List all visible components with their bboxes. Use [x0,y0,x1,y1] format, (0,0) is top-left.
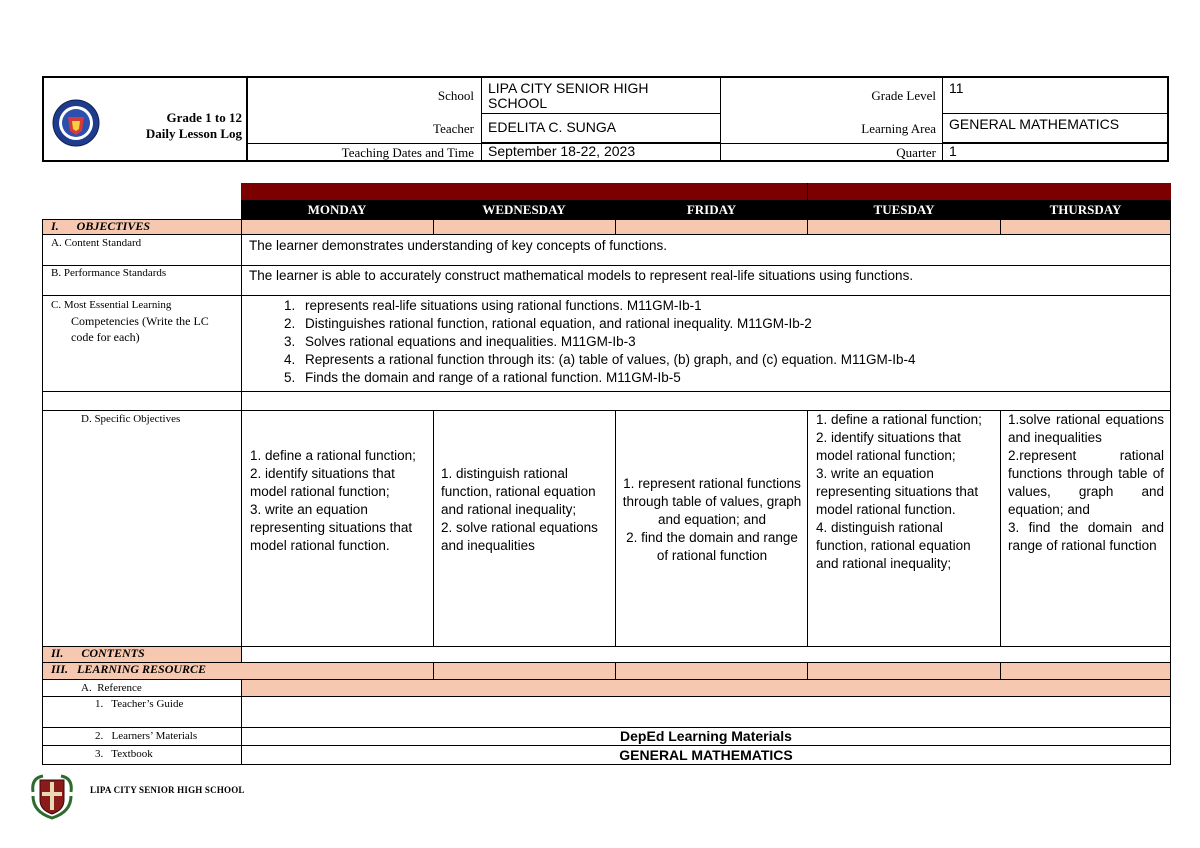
school-label: School [437,88,474,103]
lr-col4 [807,663,808,679]
contents-heading: II. CONTENTS [51,646,145,660]
teacher-value: EDELITA C. SUNGA [481,113,721,143]
spec-col2 [433,410,434,646]
content-standard-label: A. Content Standard [51,237,142,249]
melc-label-line3: code for each) [71,330,140,344]
day-tuesday: TUESDAY [873,202,935,217]
spec-col4 [807,410,808,646]
melc-label-line2: Competencies (Write the LC [71,314,209,328]
learners-materials-label: 2. Learners’ Materials [95,730,198,742]
row-line-c [43,391,1170,392]
reference-row-fill [242,680,1170,696]
specific-tuesday: 1. define a rational function; 2. identify situations that model rational function; 3. write an equation representing situations that model rational function. 4. distinguish rational function, rational equation and rational inequality; [816,412,982,571]
day-thursday: THURSDAY [1049,202,1122,217]
school-value: LIPA CITY SENIOR HIGH SCHOOL [481,77,721,114]
learning-area-label: Learning Area [861,121,936,136]
competency-item: 4. Represents a rational function through its: (a) table of values, (b) graph, and (c) equation. M11GM-Ib-4 [299,351,1164,369]
obj-col4 [807,220,808,235]
performance-label: B. Performance Standards [51,267,167,279]
obj-col1 [241,220,242,235]
grade-level-label: Grade Level [871,88,936,103]
melc-label-line1: C. Most Essential Learning [51,299,172,311]
reference-label: A. Reference [81,682,142,694]
learning-resource-heading: III. LEARNING RESOURCE [51,662,207,676]
teaching-dates-value: September 18-22, 2023 [481,143,721,161]
lr-col3 [615,663,616,679]
teaching-dates-label: Teaching Dates and Time [341,145,474,160]
dll-title-line1: Grade 1 to 12 [166,110,242,125]
melc-label [43,297,241,345]
quarter-label: Quarter [896,145,936,160]
competency-item: 1. represents real-life situations using rational functions. M11GM-Ib-1 [299,297,1164,315]
school-seal-logo [29,772,75,820]
day-wednesday: WEDNESDAY [482,202,566,217]
row-line-b [43,295,1170,296]
grade-level-value: 11 [942,77,1168,114]
quarter-value: 1 [942,143,1168,161]
lr-col2 [433,663,434,679]
textbook-value: GENERAL MATHEMATICS [619,747,793,763]
deped-seal-logo [52,99,100,147]
learners-materials-value: DepEd Learning Materials [620,728,792,744]
day-header-maroon-bar [241,183,1171,200]
dll-title [100,110,242,142]
competency-item: 5. Finds the domain and range of a rational function. M11GM-Ib-5 [299,369,1164,387]
dll-title-line2: Daily Lesson Log [145,126,242,141]
day-friday: FRIDAY [686,202,737,217]
footer-school-name: LIPA CITY SENIOR HIGH SCHOOL [90,785,245,795]
content-standard-value: The learner demonstrates understanding of key concepts of functions. [249,238,667,253]
spec-col5 [1000,410,1001,646]
learning-area-value: GENERAL MATHEMATICS [942,113,1168,143]
specific-wednesday: 1. distinguish rational function, rational equation and rational inequality; 2. solve rational equations and inequalities [441,466,598,553]
specific-objectives-label: D. Specific Objectives [81,413,181,425]
obj-col5 [1000,220,1001,235]
competencies-list [249,297,1164,387]
day-monday: MONDAY [307,202,367,217]
specific-thursday: 1.solve rational equations and inequalities 2.represent rational functions through table of values, graph and equation; and 3. find the domain and range of rational function [1008,412,1164,553]
obj-col2 [433,220,434,235]
teachers-guide-label: 1. Teacher’s Guide [95,698,184,710]
maroon-bar-divider [807,183,808,200]
competency-item: 2. Distinguishes rational function, rational equation, and rational inequality. M11GM-Ib-2 [299,315,1164,333]
competency-item: 3. Solves rational equations and inequalities. M11GM-Ib-3 [299,333,1164,351]
textbook-label: 3. Textbook [95,748,153,760]
obj-col3 [615,220,616,235]
specific-friday: 1. represent rational functions through table of values, graph and equation; and 2. find the domain and range of rational function [622,476,802,563]
spec-col3 [615,410,616,646]
teacher-label: Teacher [433,121,474,136]
objectives-heading: I. OBJECTIVES [51,219,151,233]
performance-value: The learner is able to accurately construct mathematical models to represent real-life situations using functions. [249,268,914,283]
specific-monday: 1. define a rational function; 2. identify situations that model rational function; 3. write an equation representing situations that model rational function. [250,448,416,553]
lr-col5 [1000,663,1001,679]
